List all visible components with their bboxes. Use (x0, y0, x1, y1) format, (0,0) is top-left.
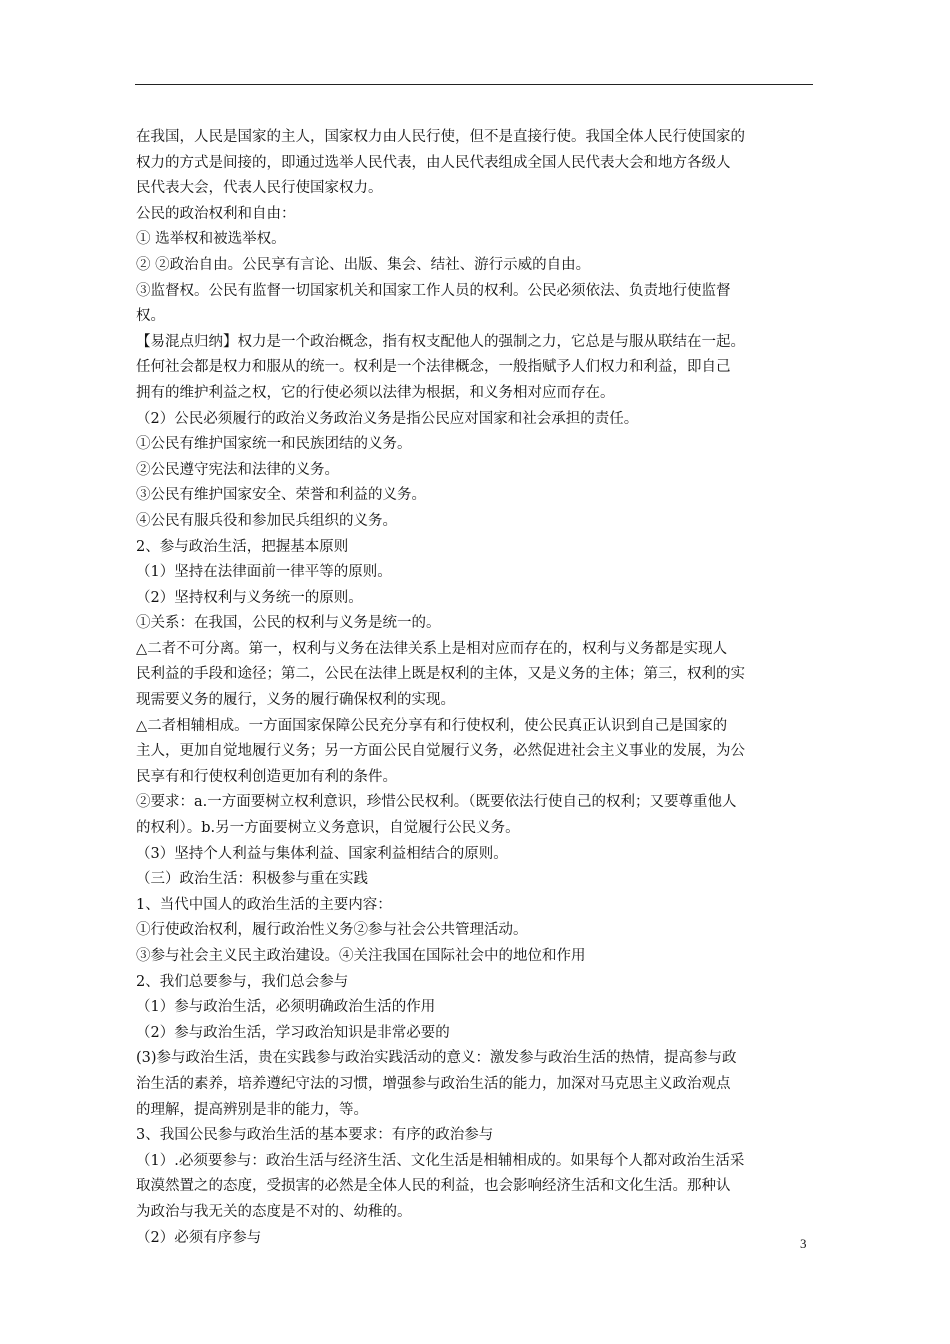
text-line: ③监督权。公民有监督一切国家机关和国家工作人员的权利。公民必须依法、负责地行使监督 (136, 282, 731, 299)
page-number: 3 (800, 1236, 807, 1251)
text-line: 民享有和行使权利创造更加有利的条件。 (136, 768, 397, 785)
text-line: (3)参与政治生活，贵在实践参与政治实践活动的意义：激发参与政治生活的热情，提高参与政 (136, 1050, 737, 1067)
text-line: 1、当代中国人的政治生活的主要内容： (136, 896, 392, 913)
header-rule (135, 84, 813, 85)
text-line: 任何社会都是权力和服从的统一。权利是一个法律概念，一般指赋予人们权力和利益，即自己 (136, 359, 731, 376)
text-line: 主人，更加自觉地履行义务；另一方面公民自觉履行义务，必然促进社会主义事业的发展，为公 (136, 743, 745, 760)
text-line: 3、我国公民参与政治生活的基本要求：有序的政治参与 (136, 1127, 494, 1144)
text-line: 的理解，提高辨别是非的能力，等。 (136, 1101, 368, 1118)
text-line: （1）.必须要参与：政治生活与经济生活、文化生活是相辅相成的。如果每个人都对政治生活采 (136, 1152, 745, 1169)
text-line: 治生活的素养，培养遵纪守法的习惯，增强参与政治生活的能力，加深对马克思主义政治观点 (136, 1075, 731, 1092)
text-line: 民利益的手段和途径；第二，公民在法律上既是权利的主体，又是义务的主体；第三，权利的实 (136, 666, 745, 683)
text-line: ①关系：在我国，公民的权利与义务是统一的。 (136, 615, 441, 632)
text-line: （2）公民必须履行的政治义务政治义务是指公民应对国家和社会承担的责任。 (136, 410, 639, 427)
text-line: △二者相辅相成。一方面国家保障公民充分享有和行使权利，使公民真正认识到自己是国家的 (136, 717, 728, 734)
text-line: ③公民有维护国家安全、荣誉和利益的义务。 (136, 487, 426, 504)
text-line: 2、我们总要参与，我们总会参与 (136, 973, 349, 990)
text-line: ② ②政治自由。公民享有言论、出版、集会、结社、游行示威的自由。 (136, 256, 591, 273)
text-line: ④公民有服兵役和参加民兵组织的义务。 (136, 512, 397, 529)
text-line: 2、参与政治生活，把握基本原则 (136, 538, 349, 555)
text-line: 公民的政治权利和自由： (136, 205, 296, 222)
text-line: （2）必须有序参与 (136, 1229, 262, 1246)
text-line: ①行使政治权利，履行政治性义务②参与社会公共管理活动。 (136, 922, 528, 939)
text-line: 拥有的维护利益之权，它的行使必须以法律为根据，和义务相对应而存在。 (136, 384, 615, 401)
text-line: 的权利）。b.另一方面要树立义务意识，自觉履行公民义务。 (136, 820, 520, 837)
text-line: （3）坚持个人利益与集体利益、国家利益相结合的原则。 (136, 845, 508, 862)
text-line: ②公民遵守宪法和法律的义务。 (136, 461, 339, 478)
text-line: ①公民有维护国家统一和民族团结的义务。 (136, 436, 412, 453)
text-line: 为政治与我无关的态度是不对的、幼稚的。 (136, 1203, 412, 1220)
text-line: （2）坚持权利与义务统一的原则。 (136, 589, 363, 606)
text-line: 权力的方式是间接的，即通过选举人民代表，由人民代表组成全国人民代表大会和地方各级人 (136, 154, 731, 171)
text-line: ②要求：a.一方面要树立权利意识，珍惜公民权利。（既要依法行使自己的权利；又要尊重他人 (136, 794, 737, 811)
text-line: △二者不可分离。第一，权利与义务在法律关系上是相对应而存在的，权利与义务都是实现人 (136, 640, 728, 657)
text-line: 现需要义务的履行，义务的履行确保权利的实现。 (136, 692, 455, 709)
text-line: ③参与社会主义民主政治建设。④关注我国在国际社会中的地位和作用 (136, 948, 586, 964)
text-line: （2）参与政治生活，学习政治知识是非常必要的 (136, 1024, 450, 1041)
text-line: 权。 (136, 308, 165, 325)
text-line: 在我国，人民是国家的主人，国家权力由人民行使，但不是直接行使。我国全体人民行使国家的 (136, 129, 745, 145)
text-line: 民代表大会，代表人民行使国家权力。 (136, 180, 383, 197)
document-body (136, 125, 816, 1251)
text-line: （三）政治生活：积极参与重在实践 (136, 871, 368, 888)
text-line: （1）坚持在法律面前一律平等的原则。 (136, 564, 392, 581)
text-line: ① 选举权和被选举权。 (136, 231, 286, 248)
text-line: （1）参与政治生活，必须明确政治生活的作用 (136, 999, 436, 1016)
text-line: 【易混点归纳】权力是一个政治概念，指有权支配他人的强制之力，它总是与服从联结在一起。 (136, 333, 745, 350)
text-line: 取漠然置之的态度，受损害的必然是全体人民的利益，也会影响经济生活和文化生活。那种认 (136, 1178, 731, 1195)
